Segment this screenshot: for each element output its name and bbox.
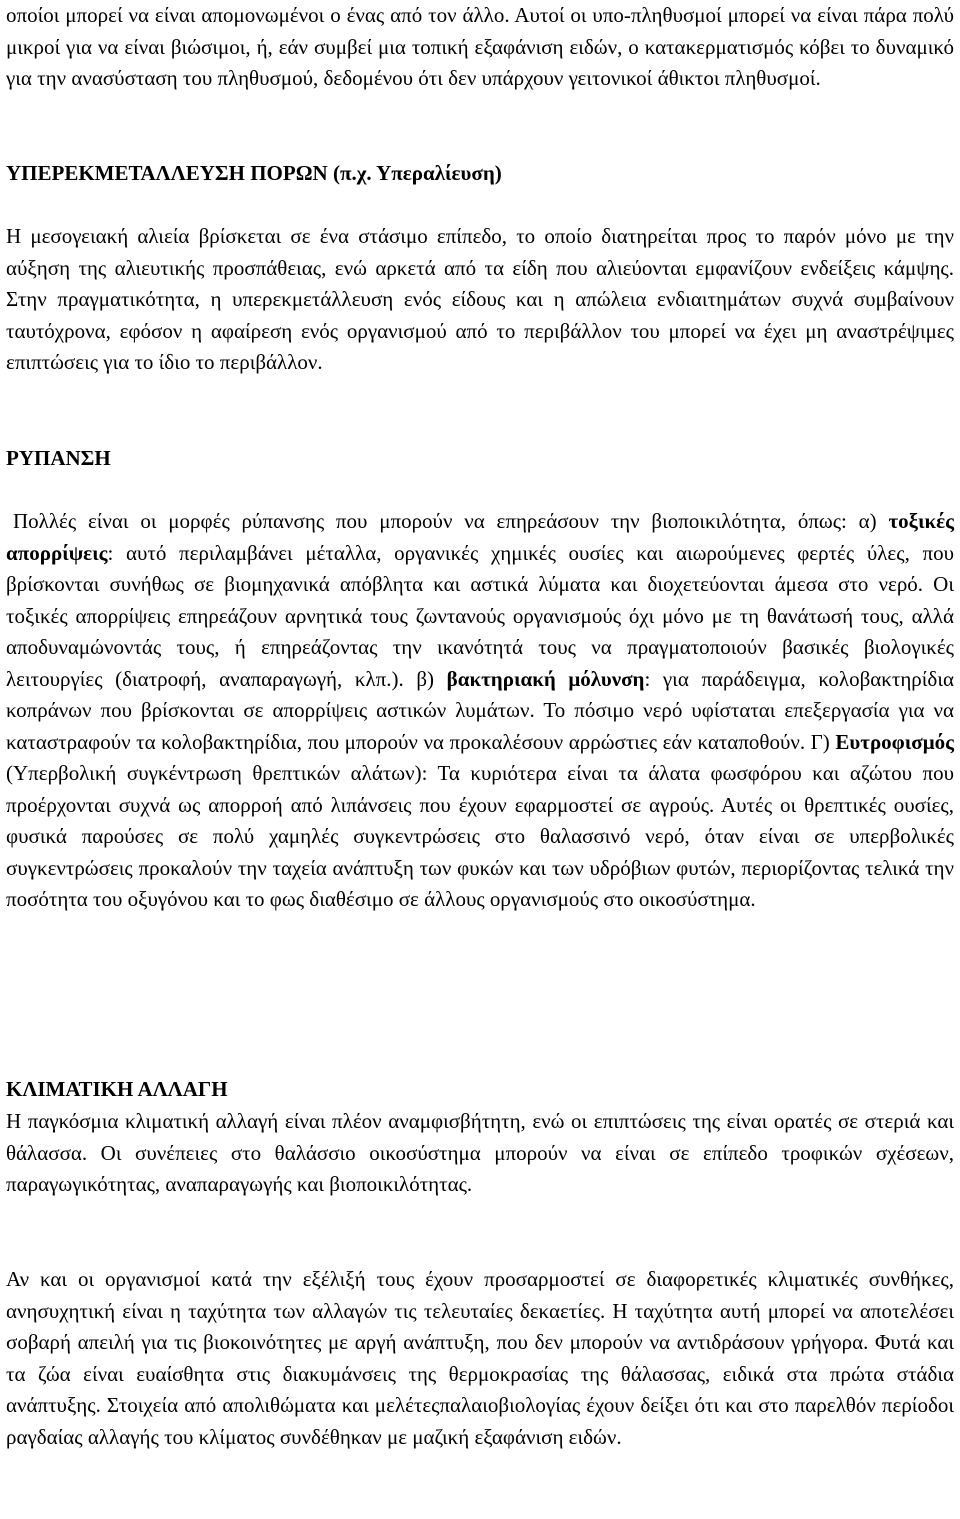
pollution-text-2: : αυτό περιλαμβάνει μέταλλα, οργανικές χημικές ουσίες και αιωρούμενες φερτές ύλες, που βρίσκονται συνήθως σε βιομηχανικά απόβλητα και αστικά λύματα και διοχετεύονται άμεσα στο νερό. Οι τοξικές απορρίψεις επηρεάζουν αρνητικά τους ζωντανούς οργανισμούς όχι μόνο με τη θανάτωσή τους, αλλά αποδυναμώνοντάς τους, ή επηρεάζοντας την ικανότητά τους να πραγματοποιούν βασικές βιολογικές λειτουργίες (διατροφή, αναπαραγωγή, κλπ.). β): [6, 540, 954, 691]
toxic-discharges-term: τοξικές απορρίψεις: [6, 509, 954, 565]
climate-paragraph-1: Η παγκόσμια κλιματική αλλαγή είναι πλέον αναμφισβήτητη, ενώ οι επιπτώσεις της είναι ορατές σε στεριά και θάλασσα. Οι συνέπειες στο θαλάσσιο οικοσύστημα μπορούν να είναι σε επίπεδο τροφικών σχέσεων, παραγωγικότητας, αναπαραγωγής και βιοποικιλότητας.: [6, 1109, 954, 1196]
pollution-text-3: : για παράδειγμα, κολοβακτηρίδια κοπράνων που βρίσκονται σε απορρίψεις αστικών λυμάτων. Το πόσιμο νερό υφίσταται επεξεργασία για να καταστραφούν τα κολοβακτηρίδια, που μπορούν να προκαλέσουν αρρώστιες εάν καταποθούν. Γ): [6, 666, 954, 754]
climate-heading: ΚΛΙΜΑΤΙΚΗ ΑΛΛΑΓΗ: [6, 1077, 228, 1101]
pollution-heading: ΡΥΠΑΝΣΗ: [6, 446, 111, 470]
eutrophication-term: Ευτροφισμός: [835, 729, 954, 754]
climate-paragraph-2: Αν και οι οργανισμοί κατά την εξέλιξή τους έχουν προσαρμοστεί σε διαφορετικές κλιματικές συνθήκες, ανησυχητική είναι η ταχύτητα των αλλαγών τις τελευταίες δεκαετίες. Η ταχύτητα αυτή μπορεί να αποτελέσει σοβαρή απειλή για τις βιοκοινότητες με αργή ανάπτυξη, που δεν μπορούν να αντιδράσουν γρήγορα. Φυτά και τα ζώα είναι ευαίσθητα στις διακυμάνσεις της θερμοκρασίας της θάλασσας, ειδικά στα πρώτα στάδια ανάπτυξης. Στοιχεία από απολιθώματα και μελέτεςπαλαιοβιολογίας έχουν δείξει ότι και στο παρελθόν περίοδοι ραγδαίας αλλαγής του κλίματος συνδέθηκαν με μαζική εξαφάνιση ειδών.: [6, 1267, 954, 1449]
intro-paragraph: οποίοι μπορεί να είναι απομονωμένοι ο ένας από τον άλλο. Αυτοί οι υπο-πληθυσμοί μπορεί να είναι πάρα πολύ μικροί για να είναι βιώσιμοι, ή, εάν συμβεί μια τοπική εξαφάνιση ειδών, ο κατακερματισμός κόβει το δυναμικό για την ανασύσταση του πληθυσμού, δεδομένου ότι δεν υπάρχουν γειτονικοί άθικτοι πληθυσμοί.: [6, 3, 954, 90]
overfishing-heading: ΥΠΕΡΕΚΜΕΤΑΛΛΕΥΣΗ ΠΟΡΩΝ (π.χ. Υπεραλίευση): [6, 161, 502, 185]
overfishing-paragraph: Η μεσογειακή αλιεία βρίσκεται σε ένα στάσιμο επίπεδο, το οποίο διατηρείται προς το παρόν μόνο με την αύξηση της αλιευτικής προσπάθειας, ενώ αρκετά από τα είδη που αλιεύονται εμφανίζουν ενδείξεις κάμψης. Στην πραγματικότητα, η υπερεκμετάλλευση ενός είδους και η απώλεια ενδιαιτημάτων συχνά συμβαίνουν ταυτόχρονα, εφόσον η αφαίρεση ενός οργανισμού από το περιβάλλον του μπορεί να έχει μη αναστρέψιμες επιπτώσεις για το ίδιο το περιβάλλον.: [6, 224, 954, 374]
pollution-text-4: (Υπερβολική συγκέντρωση θρεπτικών αλάτων): Τα κυριότερα είναι τα άλατα φωσφόρου και αζώτου που προέρχονται συχνά ως απορροή από λιπάνσεις που έχουν εφαρμοστεί σε αγρούς. Αυτές οι θρεπτικές ουσίες, φυσικά παρούσες σε πολύ χαμηλές συγκεντρώσεις στο θαλασσινό νερό, όταν είναι σε υπερβολικές συγκεντρώσεις προκαλούν την ταχεία ανάπτυξη των φυκών και των υδρόβιων φυτών, περιορίζοντας τελικά την ποσότητα του οξυγόνου και το φως διαθέσιμο σε άλλους οργανισμούς στο οικοσύστημα.: [6, 761, 954, 911]
pollution-text-1: Πολλές είναι οι μορφές ρύπανσης που μπορούν να επηρεάσουν την βιοποικιλότητα, όπως: α): [13, 509, 889, 533]
bacterial-contamination-term: βακτηριακή μόλυνση: [446, 666, 645, 691]
pollution-paragraph: [6, 506, 954, 916]
